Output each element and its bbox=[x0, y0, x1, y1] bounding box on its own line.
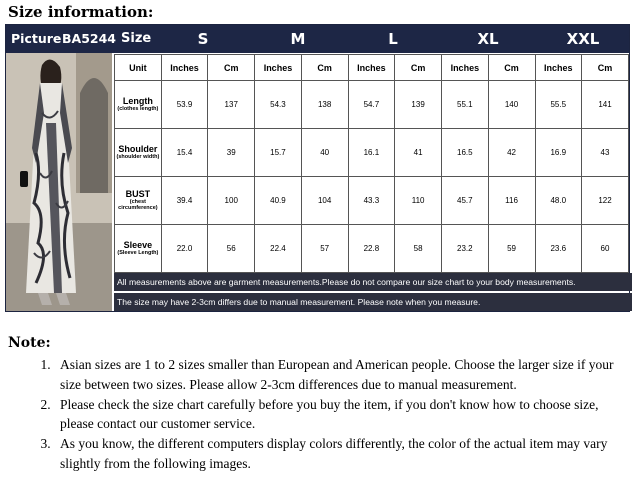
table-cell: 22.8 bbox=[348, 225, 394, 273]
list-item: 3. As you know, the different computers display colors differently, the color of the actual item may vary slightly from the following images. bbox=[54, 434, 626, 474]
notes-title: Note: bbox=[8, 335, 51, 351]
table-cell: 23.6 bbox=[535, 225, 581, 273]
unit-cell: Inches bbox=[161, 55, 207, 81]
size-header-s: S bbox=[197, 30, 209, 48]
table-cell: 23.2 bbox=[442, 225, 488, 273]
table-cell: 57 bbox=[301, 225, 348, 273]
table-cell: 122 bbox=[581, 177, 628, 225]
table-cell: 41 bbox=[395, 129, 442, 177]
product-photo bbox=[6, 53, 112, 311]
row-header-sleeve: Sleeve (Sleeve Length) bbox=[115, 225, 162, 273]
table-cell: 39 bbox=[208, 129, 255, 177]
table-cell: 140 bbox=[488, 81, 535, 129]
table-cell: 15.4 bbox=[161, 129, 207, 177]
size-label: Size bbox=[121, 31, 152, 46]
table-cell: 141 bbox=[581, 81, 628, 129]
unit-cell: Inches bbox=[348, 55, 394, 81]
unit-cell: Cm bbox=[395, 55, 442, 81]
size-header-xl: XL bbox=[477, 30, 499, 48]
table-cell: 48.0 bbox=[535, 177, 581, 225]
row-header-shoulder: Shoulder (shoulder width) bbox=[115, 129, 162, 177]
table-cell: 54.3 bbox=[255, 81, 301, 129]
table-cell: 22.4 bbox=[255, 225, 301, 273]
row-header-bust: BUST (chest circumference) bbox=[115, 177, 162, 225]
table-cell: 16.9 bbox=[535, 129, 581, 177]
table-cell: 45.7 bbox=[442, 177, 488, 225]
measurement-tolerance-note: The size may have 2-3cm differs due to manual measurement. Please note when you measure. bbox=[114, 293, 632, 311]
size-header-m: M bbox=[290, 30, 306, 48]
size-chart bbox=[5, 24, 630, 312]
notes-list bbox=[22, 355, 626, 474]
table-cell: 43.3 bbox=[348, 177, 394, 225]
table-cell: 16.1 bbox=[348, 129, 394, 177]
table-cell: 138 bbox=[301, 81, 348, 129]
measurement-note: All measurements above are garment measurements.Please do not compare our size chart to your body measurements. bbox=[114, 273, 632, 291]
table-cell: 15.7 bbox=[255, 129, 301, 177]
table-cell: 54.7 bbox=[348, 81, 394, 129]
table-cell: 39.4 bbox=[161, 177, 207, 225]
list-item: 1. Asian sizes are 1 to 2 sizes smaller than European and American people. Choose the larger size if your size between two sizes. Please allow 2-3cm differences due to manual measurement. bbox=[54, 355, 626, 395]
table-cell: 40 bbox=[301, 129, 348, 177]
unit-cell: Inches bbox=[255, 55, 301, 81]
table-cell: 60 bbox=[581, 225, 628, 273]
unit-cell: Cm bbox=[581, 55, 628, 81]
table-cell: 139 bbox=[395, 81, 442, 129]
table-cell: 58 bbox=[395, 225, 442, 273]
size-header-l: L bbox=[388, 30, 398, 48]
size-header-xxl: XXL bbox=[566, 30, 600, 48]
size-chart-header bbox=[6, 25, 629, 53]
table-cell: 16.5 bbox=[442, 129, 488, 177]
table-row bbox=[115, 81, 629, 129]
table-cell: 55.1 bbox=[442, 81, 488, 129]
table-cell: 110 bbox=[395, 177, 442, 225]
table-cell: 22.0 bbox=[161, 225, 207, 273]
table-cell: 42 bbox=[488, 129, 535, 177]
unit-cell: Cm bbox=[301, 55, 348, 81]
table-cell: 100 bbox=[208, 177, 255, 225]
table-cell: 55.5 bbox=[535, 81, 581, 129]
unit-cell: Inches bbox=[535, 55, 581, 81]
page-title: Size information: bbox=[8, 3, 154, 21]
size-table bbox=[114, 54, 629, 273]
unit-cell: Cm bbox=[488, 55, 535, 81]
row-header-length: Length (clothes length) bbox=[115, 81, 162, 129]
table-cell: 59 bbox=[488, 225, 535, 273]
table-cell: 104 bbox=[301, 177, 348, 225]
picture-label: Picture bbox=[11, 31, 62, 46]
table-cell: 116 bbox=[488, 177, 535, 225]
unit-row bbox=[115, 55, 629, 81]
product-code: BA5244 bbox=[62, 31, 116, 46]
unit-cell: Cm bbox=[208, 55, 255, 81]
list-item: 2. Please check the size chart carefully before you buy the item, if you don't know how to choose size, please contact our customer service. bbox=[54, 395, 626, 435]
table-cell: 137 bbox=[208, 81, 255, 129]
table-cell: 53.9 bbox=[161, 81, 207, 129]
table-row bbox=[115, 129, 629, 177]
table-cell: 43 bbox=[581, 129, 628, 177]
table-row bbox=[115, 177, 629, 225]
table-cell: 56 bbox=[208, 225, 255, 273]
unit-label: Unit bbox=[115, 55, 162, 81]
table-cell: 40.9 bbox=[255, 177, 301, 225]
unit-cell: Inches bbox=[442, 55, 488, 81]
table-row bbox=[115, 225, 629, 273]
